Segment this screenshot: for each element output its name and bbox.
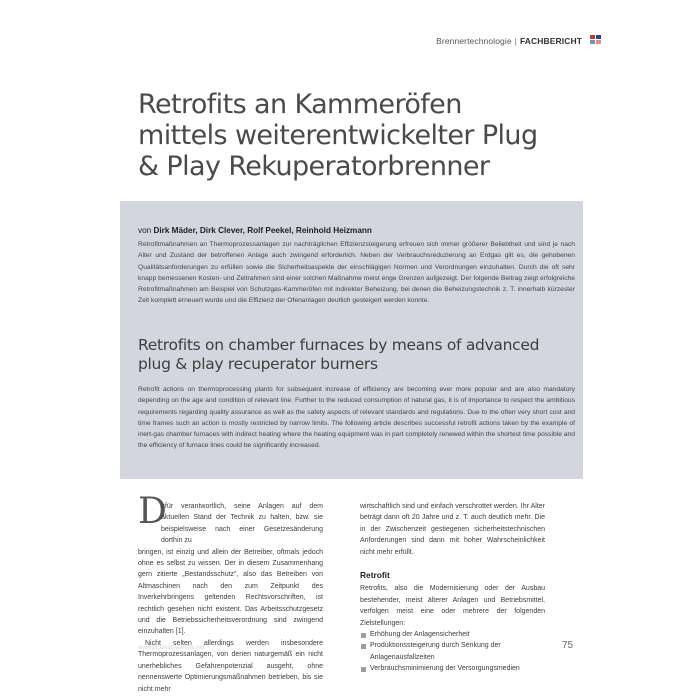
running-header [436, 36, 582, 46]
author-prefix: von [138, 226, 152, 235]
header-separator: | [514, 36, 517, 46]
body-column-left [138, 501, 323, 695]
drop-cap: D [138, 491, 167, 532]
logo-square-2 [596, 35, 601, 39]
english-title-line: Retrofits on chamber furnaces by means of advanced [138, 336, 540, 354]
abstract-german: Retrofitmaßnahmen an Thermoprozessanlagen zur nachträglichen Effizienzsteigerung erfreuen sich immer größerer Beliebtheit und sind je nach Alter und Zustand der betroffenen Anlage auch zwingend erforderlich. Neben der Verbrauchsreduzierung an Erdgas gilt es, die gehobenen Qualitätsanforderungen zu erfüllen sowie die Sicherheitsaspekte der einschlägigen Normen und Verordnungen einzuhalten. Durch die oft sehr knapp bemessenen Kosten- und Zeitrahmen sind einer solchen Maßnahme meist enge Grenzen aufgezeigt. Der folgende Beitrag zeigt erfolgreiche Retrofitmaßnahmen am Beispiel von Schutzgas-Kammeröfen mit indirekter Beheizung, bei denen die Beheizungstechnik z. T. innerhalb kürzester Zeit komplett erneuert wurde und die Effizienz der Ofenanlagen deutlich gesteigert werden konnte. [138, 241, 575, 305]
logo-square-4 [596, 40, 601, 44]
title-line: Retrofits an Kammeröfen [138, 89, 462, 120]
author-line [138, 226, 372, 235]
body-column-right [360, 501, 545, 675]
header-section: FACHBERICHT [519, 36, 582, 46]
article-title [138, 89, 598, 182]
footer-url: www.prozesswaerme.net [138, 645, 205, 651]
page-number: 75 [562, 640, 574, 651]
author-names: Dirk Mäder, Dirk Clever, Rolf Peekel, Reinhold Heizmann [153, 226, 372, 235]
title-line: & Play Rekuperatorbrenner [138, 151, 490, 182]
english-title-line: plug & play recuperator burners [138, 355, 378, 373]
abstract-english: Retrofit actions on thermoprocessing plants for subsequent increase of efficiency are becoming ever more popular and are also mandatory depending on the age and condition of relevant line. Further to the reduced consumption of natural gas, it is of importance to respect the ambitious requirements regarding quality assurance as well as the safety aspects of relevant standards and regulations. Due to the often very short cost and time frames such an action is mostly restricted by narrow limits. The following article describes successful retrofit actions taken by the example of inert-gas chamber furnaces with indirect heating where the heating equipment was in part completely renewed within the shortest time possible and the efficiency of furnace lines could be significantly increased. [138, 386, 575, 450]
body-paragraph: wirtschaftlich sind und einfach verschrottet werden. Ihr Alter beträgt dann oft 20 Jahre und z. T. auch deutlich mehr. Die in der Zwischenzeit gestiegenen sicherheitstechnischen Anforderungen sind dann mit hoher Wahrscheinlichkeit nicht mehr erfüllt. [360, 503, 545, 556]
list-item: Verbrauchsminimierung der Versorgungsmedien [360, 663, 545, 674]
title-line: mittels weiterentwickelter Plug [138, 120, 538, 151]
logo-square-1 [590, 35, 595, 39]
header-category: Brennertechnologie [436, 36, 512, 46]
english-title [138, 336, 578, 374]
publisher-logo-icon [590, 35, 602, 44]
list-item: Erhöhung der Anlagensicherheit [360, 629, 545, 640]
logo-square-3 [590, 40, 595, 44]
list-item: Produktionssteigerung durch Senkung der Anlagenausfallzeiten [360, 640, 545, 663]
goals-list [360, 629, 545, 675]
body-paragraph: Retrofits, also die Modernisierung oder der Ausbau bestehender, meist älterer Anlagen und Betriebsmittel, verfolgen meist eine oder mehrere der folgenden Zielstellungen: [360, 585, 545, 627]
body-paragraph-intro: afür verantwortlich, seine Anlagen auf dem aktuellen Stand der Technik zu halten, bzw. sie beispielsweise nach einer Gesetzesänderung dorthin zu [161, 503, 323, 545]
body-paragraph: bringen, ist einzig und allein der Betreiber, oftmals jedoch ohne es selbst zu wissen. Der in diesem Zusammenhang gern zitierte „Bestandsschutz“, also das Betreiben von Altmaschinen nach den zum Zeitpunkt des Inverkehrbringens geltenden Rechtsvorschriften, ist rechtlich gesehen nicht existent. Das Arbeitsschutzgesetz und die Betriebssicherheitsverordnung sind zwingend einzuhalten [1]. [138, 548, 323, 636]
body-paragraph: Nicht selten allerdings werden insbesondere Thermoprozessanlagen, von denen naturgemäß ein nicht unerhebliches Gefahrenpotenzial ausgeht, ohne nennenswerte Optimierungsmaßnahmen betrieben, bis sie nicht mehr [138, 639, 323, 693]
section-heading-retrofit: Retrofit [360, 570, 390, 581]
